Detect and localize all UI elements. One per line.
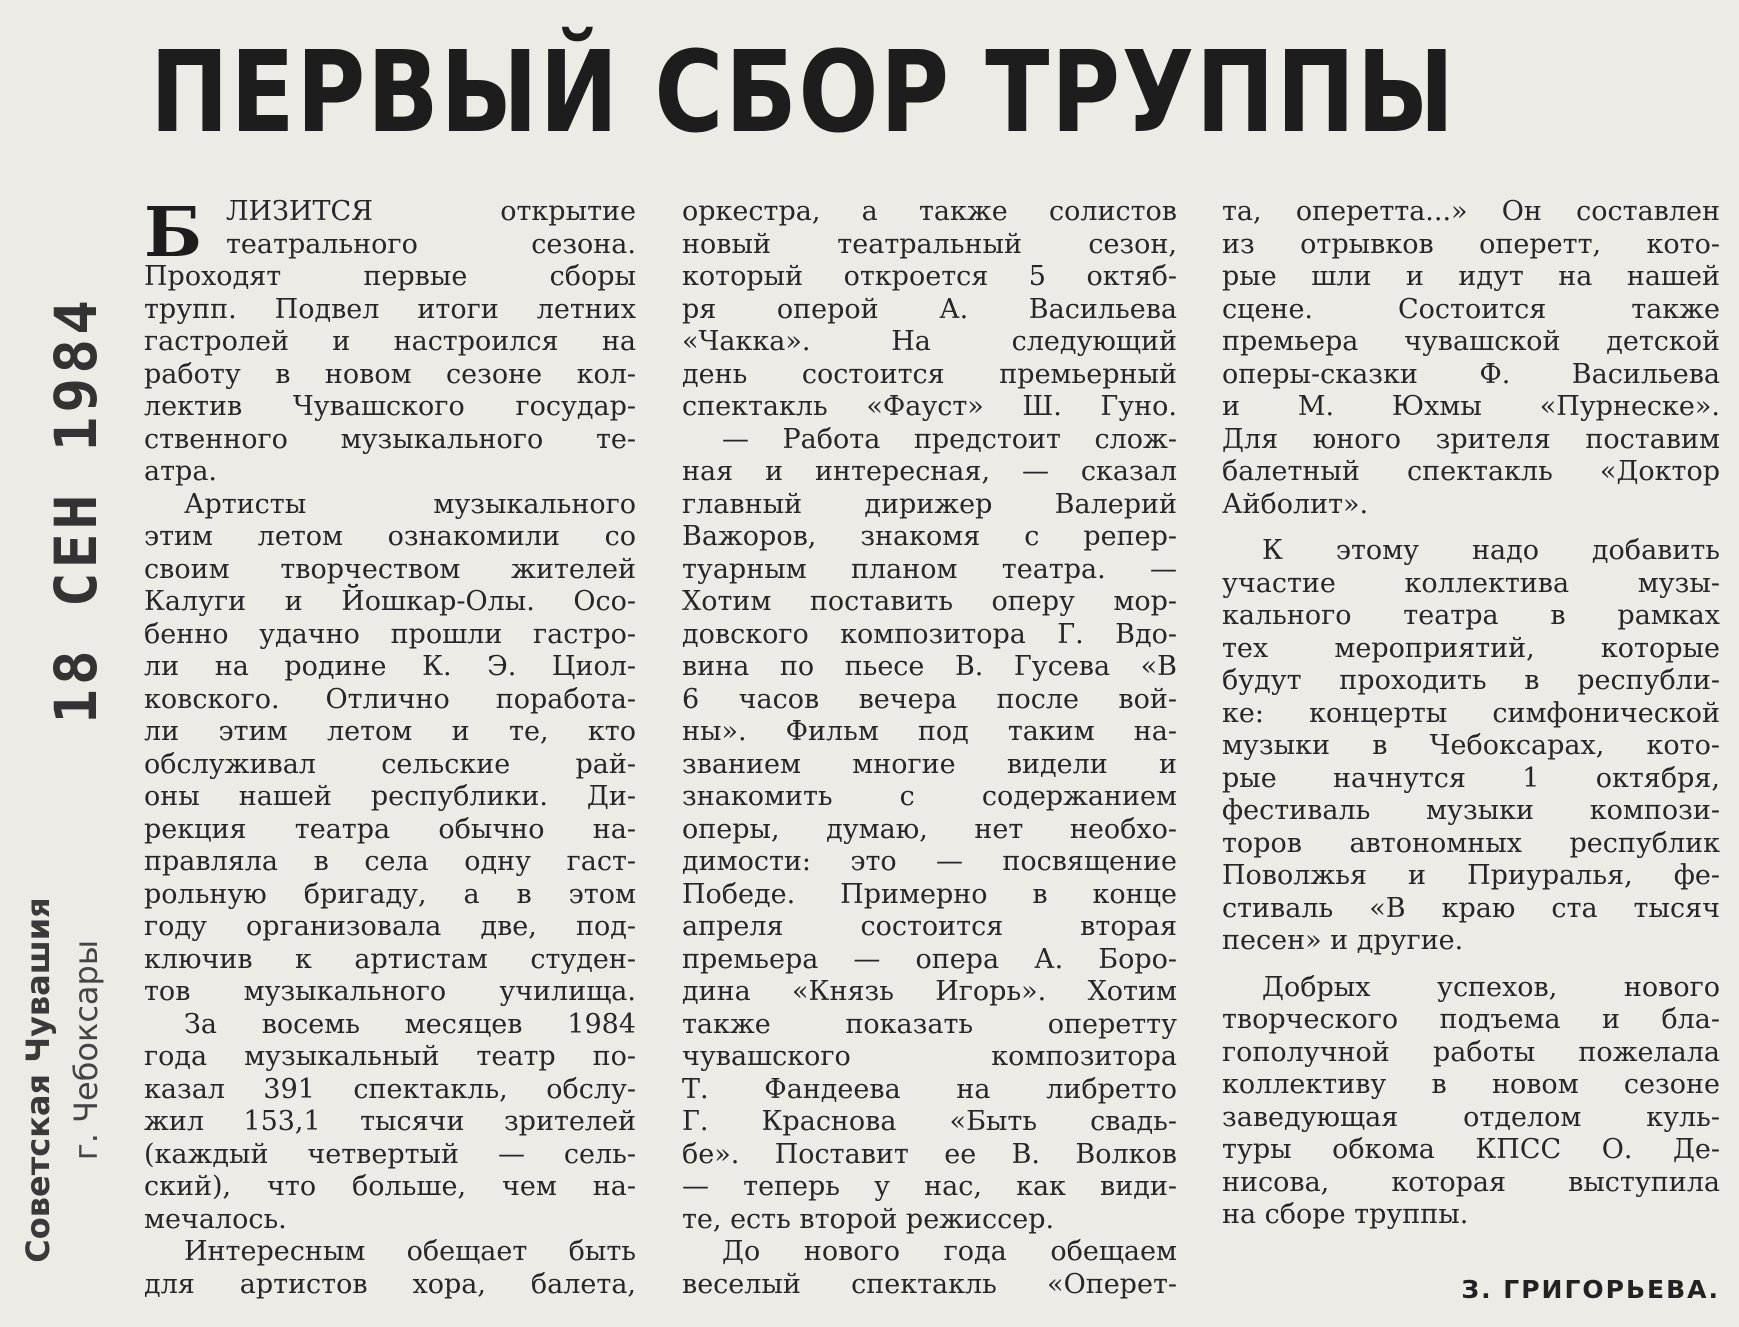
- text-line: Важоров, знакомя с репер-: [682, 521, 1177, 552]
- text-line: «Чакка». На следующий: [682, 326, 1177, 357]
- text-line: атра.: [144, 456, 217, 487]
- text-line: званием многие видели и: [682, 748, 1177, 780]
- text-line: Хотим поставить оперу мор-: [682, 586, 1177, 617]
- article-column-3: [1222, 196, 1720, 1232]
- text-line: Т. Фандеева на либретто: [682, 1073, 1177, 1105]
- text-line: оркестра, а также солистов: [682, 196, 1177, 227]
- text-line: Для юного зрителя поставим: [1222, 423, 1720, 455]
- text-line: стиваль «В краю ста тысяч: [1222, 892, 1720, 924]
- article-column-1: [144, 193, 636, 1301]
- text-line: — теперь у нас, как види-: [682, 1171, 1177, 1202]
- text-line: Победе. Примерно в конце: [682, 878, 1177, 910]
- text-line: нисова, которая выступила: [1222, 1166, 1720, 1198]
- text-line: ли этим летом и те, кто: [144, 716, 636, 747]
- text-line: работу в новом сезоне кол-: [144, 358, 636, 390]
- text-line: Проходят первые сборы: [144, 261, 636, 292]
- text-line: ственного музыкального те-: [144, 423, 636, 455]
- text-line: Интересным обещает быть: [184, 1236, 636, 1267]
- text-line: музыки в Чебоксарах, кото-: [1222, 730, 1720, 761]
- text-line: Добрых успехов, нового: [1262, 971, 1720, 1003]
- text-line: который откроется 5 октяб-: [682, 261, 1177, 292]
- text-line: коллективу в новом сезоне: [1222, 1069, 1720, 1100]
- text-line: также показать оперетту: [682, 1008, 1177, 1040]
- text-line: гополучной работы пожелала: [1222, 1036, 1720, 1068]
- text-line: правляла в села одну гаст-: [144, 846, 636, 877]
- text-line: веселый спектакль «Оперет-: [682, 1268, 1177, 1300]
- text-line: (каждый четвертый — сель-: [144, 1138, 636, 1170]
- text-line: ЛИЗИТСЯ открытие: [226, 196, 636, 227]
- text-line: оперы, думаю, нет необхо-: [682, 813, 1177, 845]
- text-line: фестиваль музыки компози-: [1222, 795, 1720, 826]
- text-line: главный дирижер Валерий: [682, 488, 1177, 520]
- text-line: жил 153,1 тысячи зрителей: [144, 1106, 636, 1137]
- text-line: За восемь месяцев 1984: [184, 1008, 636, 1040]
- text-line: Поволжья и Приуралья, фе-: [1222, 860, 1720, 891]
- text-line: знакомить с содержанием: [682, 781, 1177, 812]
- drop-cap: Б: [144, 193, 203, 273]
- text-line: балетный спектакль «Доктор: [1222, 456, 1720, 487]
- text-line: трупп. Подвел итоги летних: [144, 293, 636, 325]
- text-line: 6 часов вечера после вой-: [682, 683, 1177, 715]
- text-line: ковского. Отлично поработа-: [144, 683, 636, 715]
- paragraph-gap: [1222, 521, 1720, 535]
- text-line: спектакль «Фауст» Ш. Гуно.: [682, 391, 1177, 422]
- text-line: оперы-сказки Ф. Васильева: [1222, 358, 1720, 390]
- text-line: туарным планом театра. —: [682, 553, 1177, 585]
- text-line: ная и интересная, — сказал: [682, 456, 1177, 487]
- text-line: новый театральный сезон,: [682, 228, 1177, 260]
- text-line: ке: концерты симфонической: [1222, 697, 1720, 729]
- text-line: торов автономных республик: [1222, 827, 1720, 859]
- text-line: рые начнутся 1 октября,: [1222, 762, 1720, 794]
- text-line: довского композитора Г. Вдо-: [682, 618, 1177, 650]
- text-line: К этому надо добавить: [1262, 535, 1720, 566]
- text-line: рольную бригаду, а в этом: [144, 878, 636, 910]
- text-line: ключив к артистам студен-: [144, 943, 636, 975]
- text-line: обслуживал сельские рай-: [144, 748, 636, 780]
- text-line: года музыкальный театр по-: [144, 1041, 636, 1072]
- text-line: и М. Юхмы «Пурнеске».: [1222, 391, 1720, 422]
- text-line: мечалось.: [144, 1203, 287, 1235]
- text-line: участие коллектива музы-: [1222, 567, 1720, 599]
- text-line: оны нашей республики. Ди-: [144, 781, 636, 812]
- text-line: те, есть второй режиссер.: [682, 1203, 1055, 1235]
- city-stamp: [64, 900, 108, 1200]
- text-line: творческого подъема и бла-: [1222, 1004, 1720, 1035]
- newspaper-stamp-text: Советская Чувашия: [19, 897, 57, 1263]
- text-line: ский), что больше, чем на-: [144, 1171, 636, 1202]
- text-line: гастролей и настроился на: [144, 326, 636, 357]
- text-line: бенно удачно прошли гастро-: [144, 618, 636, 650]
- text-line: ря оперой А. Васильева: [682, 293, 1177, 325]
- newspaper-stamp: [18, 880, 58, 1280]
- text-line: ны». Фильм под таким на-: [682, 716, 1177, 747]
- text-line: Калуги и Йошкар-Олы. Осо-: [144, 586, 636, 617]
- text-line: заведующая отделом куль-: [1222, 1101, 1720, 1133]
- text-line: та, оперетта...» Он составлен: [1222, 196, 1720, 227]
- text-line: рые шли и идут на нашей: [1222, 261, 1720, 292]
- date-stamp-text: 18 СЕН 1984: [41, 295, 110, 725]
- text-line: лектив Чувашского государ-: [144, 391, 636, 422]
- text-line: туры обкома КПСС О. Де-: [1222, 1134, 1720, 1165]
- text-line: ли на родине К. Э. Циол-: [144, 651, 636, 682]
- text-line: Артисты музыкального: [184, 488, 636, 520]
- text-line: будут проходить в республи-: [1222, 665, 1720, 696]
- text-line: рекция театра обычно на-: [144, 813, 636, 845]
- text-line: своим творчеством жителей: [144, 553, 636, 585]
- text-line: году организовала две, под-: [144, 911, 636, 942]
- text-line: апреля состоится вторая: [682, 911, 1177, 942]
- text-line: на сборе труппы.: [1222, 1199, 1469, 1230]
- text-line: бе». Поставит ее В. Волков: [682, 1138, 1177, 1170]
- text-line: Г. Краснова «Быть свадь-: [682, 1106, 1177, 1137]
- city-stamp-text: г. Чебоксары: [67, 939, 105, 1161]
- text-line: вина по пьесе В. Гусева «В: [682, 651, 1177, 682]
- text-line: казал 391 спектакль, обслу-: [144, 1073, 636, 1105]
- text-line: Айболит».: [1222, 488, 1369, 520]
- text-line: тех мероприятий, которые: [1222, 632, 1720, 664]
- text-line: премьера — опера А. Боро-: [682, 943, 1177, 975]
- text-line: из отрывков оперетт, кото-: [1222, 228, 1720, 260]
- text-line: песен» и другие.: [1222, 925, 1464, 956]
- text-line: день состоится премьерный: [682, 358, 1177, 390]
- text-line: дина «Князь Игорь». Хотим: [682, 976, 1177, 1007]
- headline: ПЕРВЫЙ СБОР ТРУППЫ: [150, 28, 1456, 158]
- date-stamp: [28, 295, 123, 725]
- text-line: димости: это — посвящение: [682, 846, 1177, 877]
- author-signature: З. ГРИГОРЬЕВА.: [1461, 1275, 1720, 1304]
- text-line: чувашского композитора: [682, 1041, 1177, 1072]
- text-line: кального театра в рамках: [1222, 600, 1720, 631]
- article-column-2: [682, 196, 1177, 1301]
- text-line: тов музыкального училища.: [144, 976, 636, 1007]
- text-line: для артистов хора, балета,: [144, 1268, 636, 1300]
- text-line: сцене. Состоится также: [1222, 293, 1720, 325]
- text-line: премьера чувашской детской: [1222, 326, 1720, 357]
- paragraph-gap: [1222, 958, 1720, 972]
- text-line: этим летом ознакомили со: [144, 521, 636, 552]
- text-line: — Работа предстоит слож-: [722, 423, 1177, 455]
- text-line: До нового года обещаем: [722, 1236, 1177, 1267]
- text-line: театрального сезона.: [226, 228, 636, 260]
